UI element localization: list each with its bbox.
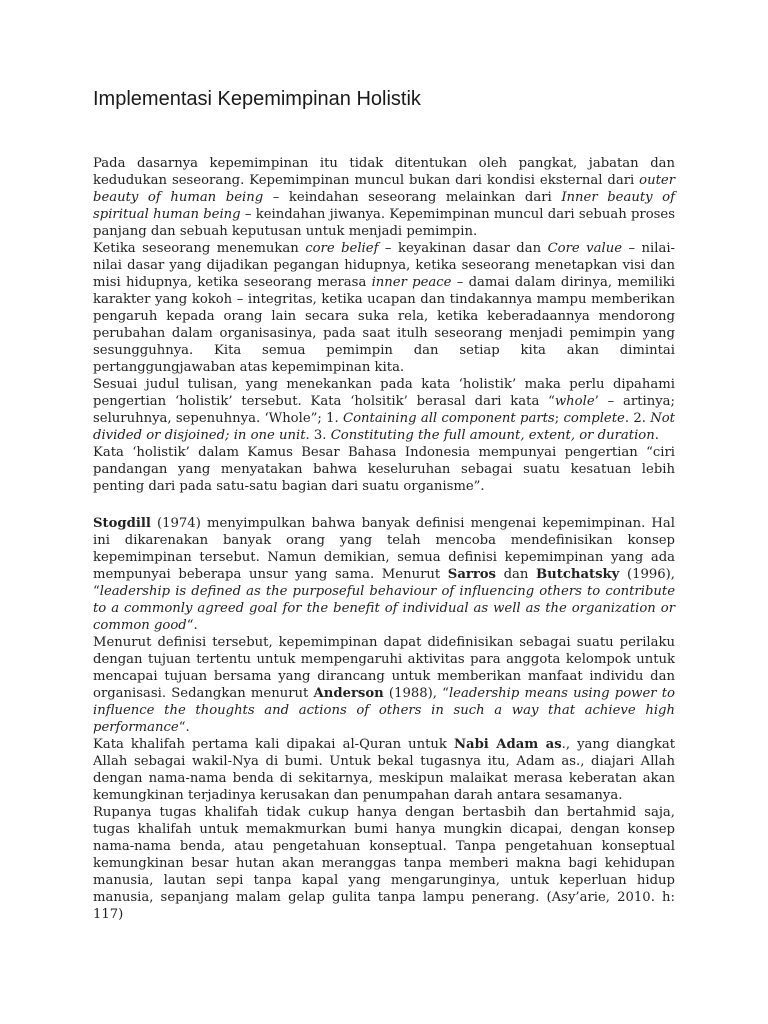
italic-text: inner peace [371,275,452,290]
text-run: Menurut definisi tersebut, kepemimpinan dapat didefinisikan sebagai suatu perilaku dengan tujuan tertentu untuk mempengaruhi aktivitas para anggota kelompok untuk mencapai tujuan bersama yang dirancang untuk memberikan manfaat individu dan organisasi. Sedangkan menurut [93,635,675,701]
section-spacer [93,495,675,515]
text-run: Ketika seseorang menemukan [93,241,306,256]
italic-text: outer beauty of human being [93,173,675,205]
text-run: . 3. [305,428,331,443]
paragraph-anderson [93,634,675,736]
text-run: Kata khalifah pertama kali dipakai al-Quran untuk [93,737,454,752]
italic-text: Not divided or disjoined; in one unit [93,411,675,443]
paragraph-holistik-definition [93,376,675,444]
text-run: . [654,428,659,443]
text-run: – keindahan jiwanya. Kepemimpinan muncul dari sebuah proses panjang dan sebuah keputusan untuk menjadi pemimpin. [93,207,675,239]
italic-text: Inner beauty of spiritual human being [93,190,675,222]
bold-name: Sarros [447,567,496,582]
text-run: ’ – artinya; seluruhnya, sepenuhnya. ‘Whole”; 1. [93,394,675,426]
paragraph-stogdill [93,515,675,634]
italic-text: core belief [305,241,379,256]
paragraph-tugas-khalifah [93,804,675,923]
section-intro [93,155,675,495]
section-leadership-theory [93,515,675,923]
text-run: Sesuai judul tulisan, yang menekankan pada kata ‘holistik’ maka perlu dipahami pengertian ‘holistik’ tersebut. Kata ‘holsitik’ berasal dari kata “ [93,377,675,409]
paragraph-core-belief [93,240,675,376]
paragraph-kbbi-definition [93,444,675,495]
italic-text: Containing all component parts [343,411,555,426]
bold-name: Stogdill [93,516,151,531]
text-run: Kata ‘holistik’ dalam Kamus Besar Bahasa Indonesia mempunyai pengertian “ciri pandangan yang menyatakan bahwa keseluruhan sebagai suatu kesatuan lebih penting dari pada satu-satu bagian dari suatu organisme”. [93,445,675,494]
text-run: – keyakinan dasar dan [378,241,548,256]
text-run: (1996), “ [93,567,675,599]
document-title: Implementasi Kepemimpinan Holistik [93,88,421,110]
text-run: ; [554,411,564,426]
italic-text: Constituting the full amount, extent, or duration [330,428,655,443]
italic-text: complete [563,411,625,426]
paragraph-inner-beauty [93,155,675,240]
document-page [93,88,675,923]
text-run: – keindahan seseorang melainkan dari [263,190,562,205]
text-run: “. [178,720,190,735]
italic-text: leadership means using power to influence the thoughts and actions of others in such a way that achieve high performance [93,686,675,735]
text-run: Rupanya tugas khalifah tidak cukup hanya dengan bertasbih dan bertahmid saja, tugas khalifah untuk memakmurkan bumi hanya mungkin dicapai, dengan konsep nama-nama benda, atau pengetahuan konseptual. Tanpa pengetahuan konseptual kemungkinan besar hutan akan meranggas tanpa memberi makna bagi kehidupan manusia, lautan sepi tanpa kapal yang mengarunginya, untuk keperluan hidup manusia, sepanjang malam gelap gulita tanpa lampu penerang. (Asy’arie, 2010. h: 117) [93,805,675,922]
text-run: (1974) menyimpulkan bahwa banyak definisi mengenai kepemimpinan. Hal ini dikarenakan banyak orang yang telah mencoba mendefinisikan konsep kepemimpinan tersebut. Namun demikian, semua definisi kepemimpinan yang ada mempunyai beberapa unsur yang sama. Menurut [93,516,675,582]
italic-text: Core value [547,241,623,256]
italic-text: whole [554,394,595,409]
text-run: “. [186,618,198,633]
text-run: . 2. [624,411,651,426]
bold-name: Anderson [313,686,384,701]
text-run: (1988), “ [383,686,449,701]
text-run: – nilai-nilai dasar yang dijadikan pegangan hidupnya, ketika seseorang menetapkan visi dan misi hidupnya, ketika seseorang merasa [93,241,675,290]
bold-name: Nabi Adam as [453,737,562,752]
text-run: – damai dalam dirinya, memiliki karakter yang kokoh – integritas, ketika ucapan dan tindakannya mampu memberikan pengaruh kepada orang lain secara suka rela, ketika keberadaannya mendorong perubahan dalam organisasinya, pada saat itulh seseorang menjadi pemimpin yang sesungguhnya. Kita semua pemimpin dan setiap kita akan dimintai pertanggungjawaban atas kepemimpinan kita. [93,275,675,375]
paragraph-khalifah [93,736,675,804]
text-run: ., yang diangkat Allah sebagai wakil-Nya di bumi. Untuk bekal tugasnya itu, Adam as., diajari Allah dengan nama-nama benda di sekitarnya, meskipun malaikat merasa keberatan akan kemungkinan terjadinya kerusakan dan penumpahan darah antara sesamanya. [93,737,675,803]
text-run: Pada dasarnya kepemimpinan itu tidak ditentukan oleh pangkat, jabatan dan kedudukan seseorang. Kepemimpinan muncul bukan dari kondisi eksternal dari [93,156,675,188]
italic-text: leadership is defined as the purposeful behaviour of influencing others to contribute to a commonly agreed goal for the benefit of individual as well as the organization or common good [93,584,675,633]
text-run: dan [495,567,537,582]
bold-name: Butchatsky [536,567,620,582]
